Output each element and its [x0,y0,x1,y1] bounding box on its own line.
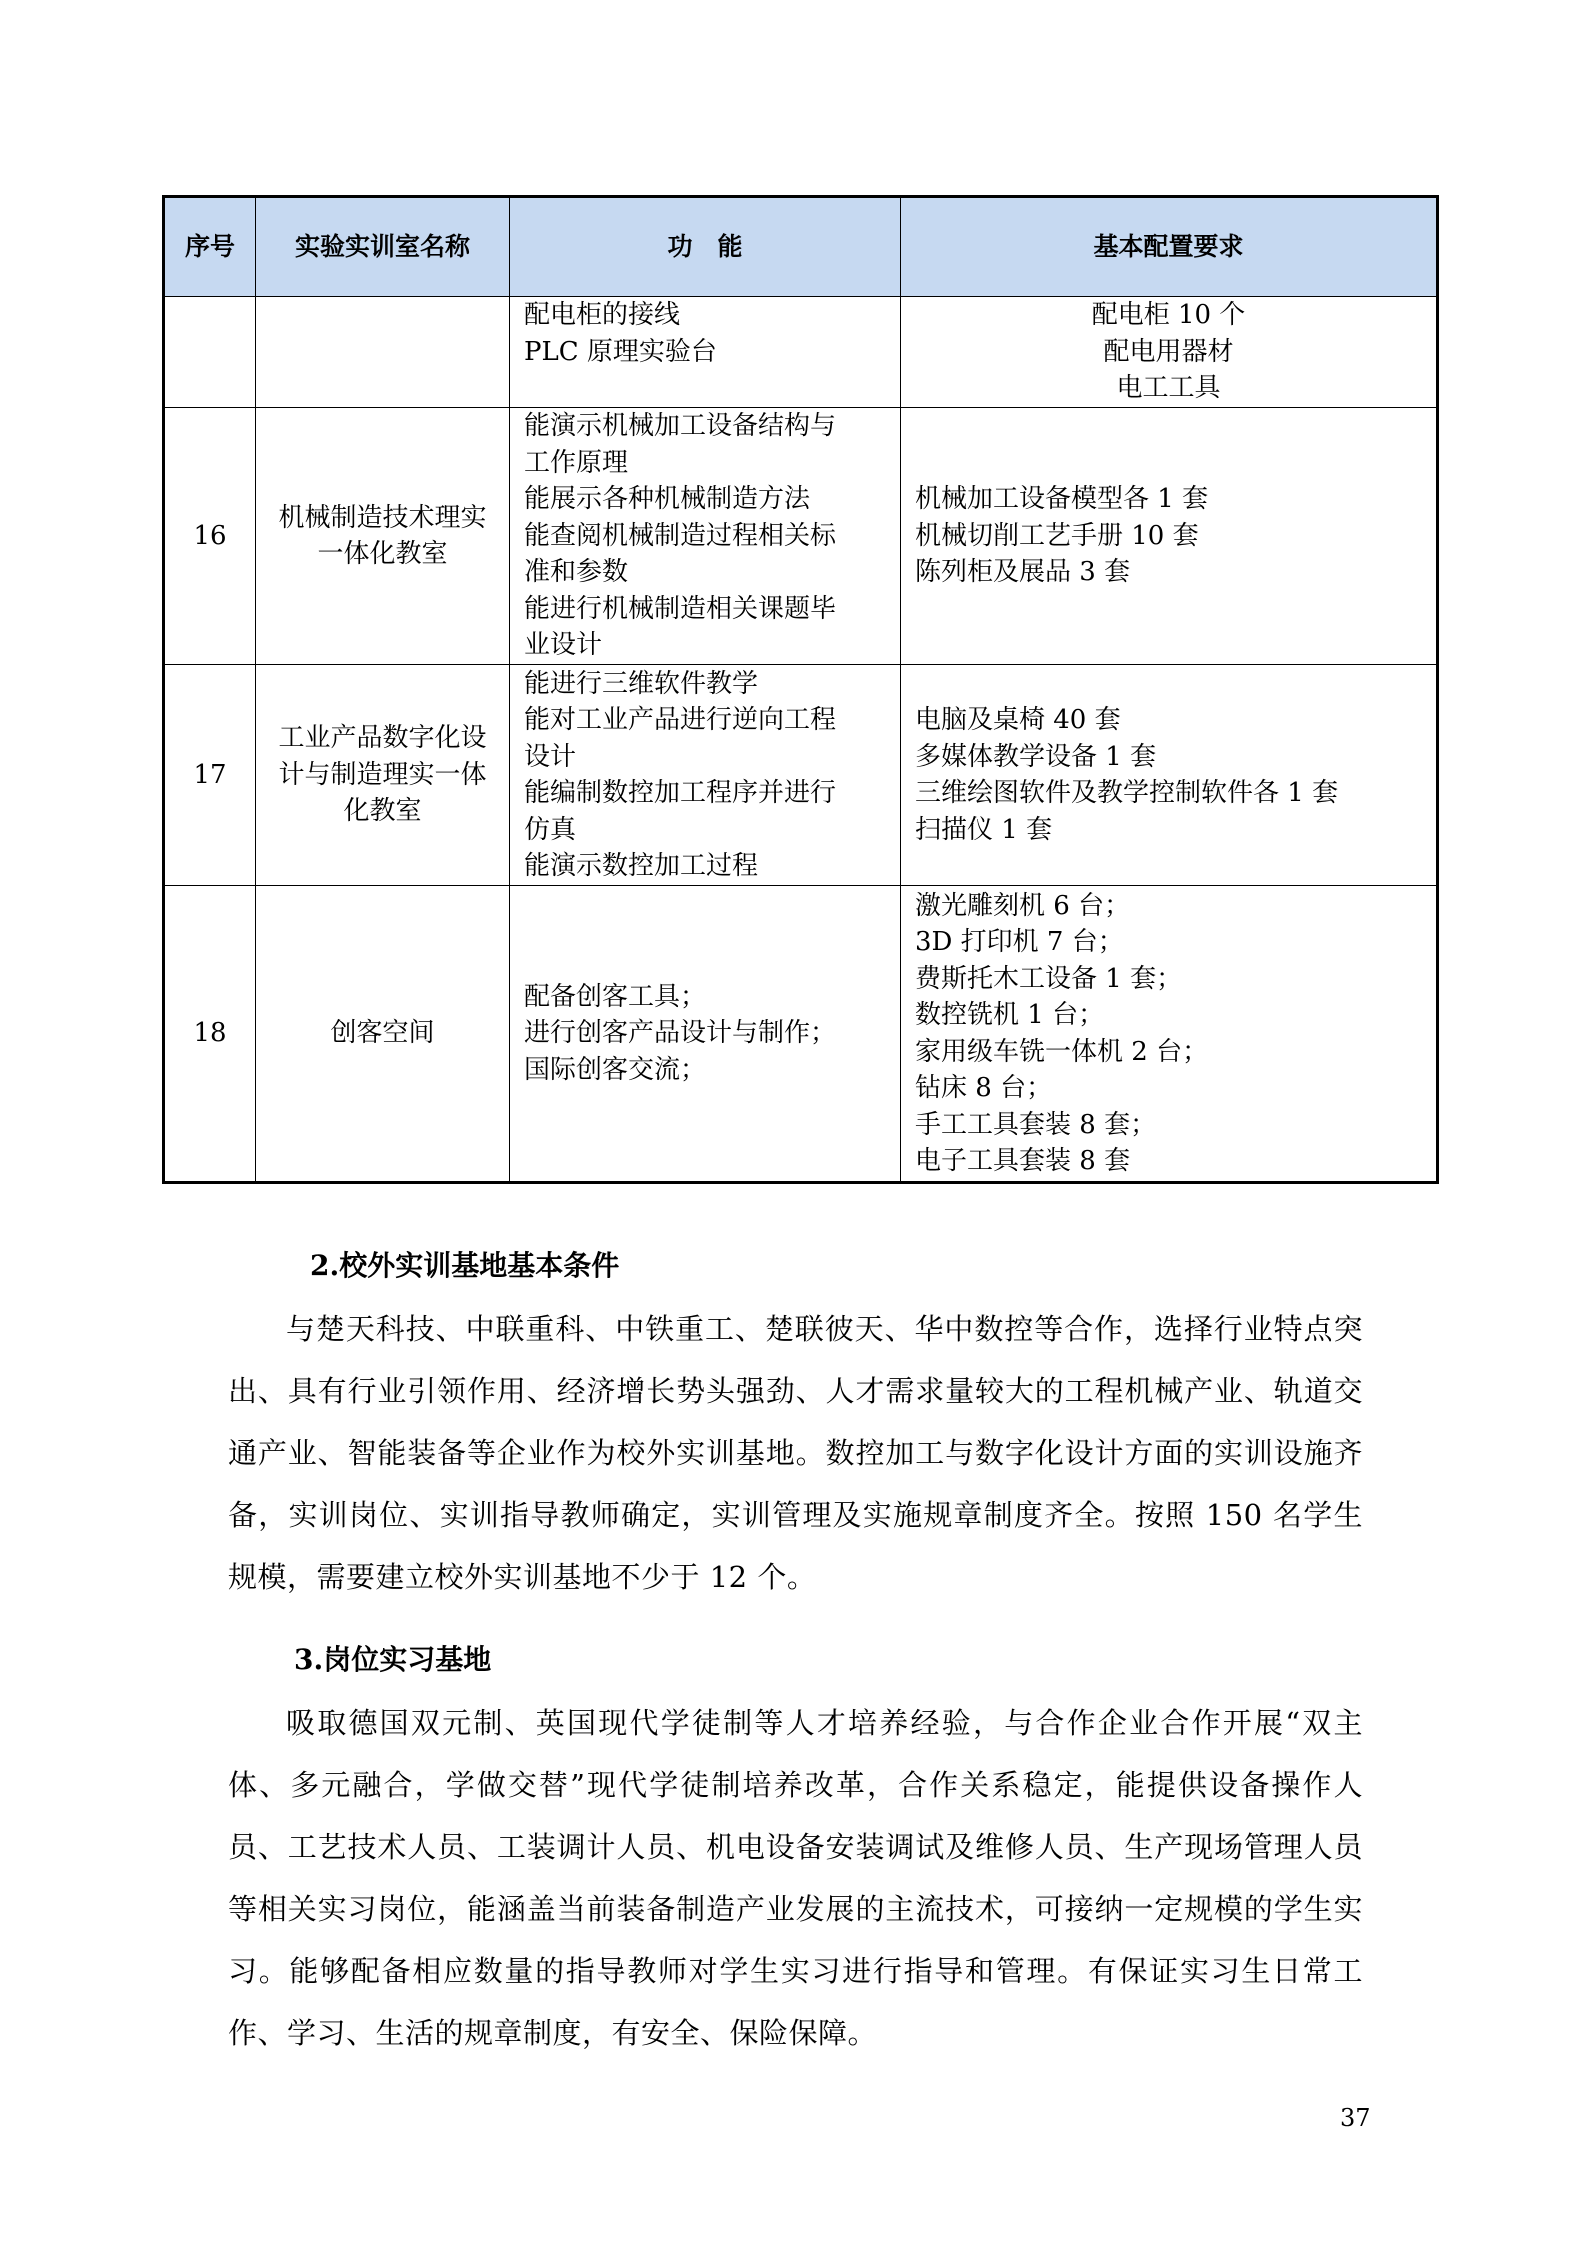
config-line: 机械切削工艺手册 10 套 [915,520,1199,551]
function-line: 国际创客交流； [524,1054,707,1085]
section-heading-internship-base: 3.岗位实习基地 [294,1643,492,1676]
lab-config-table [162,195,1439,1184]
name-line: 工业产品数字化设 [278,723,487,754]
table-row [164,665,1438,886]
name-line: 计与制造理实一体 [278,759,487,790]
function-line: 配备创客工具； [524,981,707,1012]
config-line: 三维绘图软件及教学控制软件各 1 套 [915,778,1339,808]
config-line: 费斯托木工设备 1 套； [915,963,1183,994]
function-line: 准和参数 [524,557,629,588]
cell-no [164,297,256,408]
config-line: 多媒体教学设备 1 套 [915,741,1157,772]
name-line: 创客空间 [330,1018,435,1049]
function-line: 工作原理 [524,447,629,478]
table-row [164,886,1438,1183]
cell-config [901,297,1438,408]
cell-lab-name [256,665,510,886]
cell-functions [510,886,901,1183]
function-line: 能进行三维软件教学 [524,668,759,699]
function-line: 能演示机械加工设备结构与 [524,411,837,442]
cell-functions [510,297,901,408]
config-line: 手工工具套装 8 套； [915,1109,1157,1140]
header-function: 功 能 [510,197,901,297]
equipment-table-wrapper [162,195,1436,1184]
config-line: 电子工具套装 8 套 [915,1146,1131,1176]
section-heading-offsite-training: 2.校外实训基地基本条件 [310,1249,620,1282]
function-line: 能进行机械制造相关课题毕 [524,593,837,624]
cell-config [901,408,1438,665]
config-line: 家用级车铣一体机 2 台； [915,1036,1209,1067]
cell-functions [510,665,901,886]
paragraph-offsite-training: 与楚天科技、中联重科、中铁重工、楚联彼天、华中数控等合作，选择行业特点突出、具有行业引领作用、经济增长势头强劲、人才需求量较大的工程机械产业、轨道交通产业、智能装备等企业作为校外实训基地。数控加工与数字化设计方面的实训设施齐备，实训岗位、实训指导教师确定，实训管理及实施规章制度齐全。按照 150 名学生规模，需要建立校外实训基地不少于 12 个。 [228,1312,1363,1594]
table-header-row [164,197,1438,297]
function-line: 能演示数控加工过程 [524,851,759,881]
cell-lab-name [256,297,510,408]
header-config: 基本配置要求 [901,197,1438,297]
config-line: 机械加工设备模型各 1 套 [915,484,1209,515]
function-line: 设计 [524,741,577,772]
config-line: 配电用器材 [1103,336,1234,367]
cell-lab-name [256,886,510,1183]
config-line: 数控铣机 1 台； [915,1000,1105,1030]
cell-lab-name [256,408,510,665]
header-no: 序号 [164,197,256,297]
cell-no: 16 [164,408,256,665]
function-line: PLC 原理实验台 [524,336,717,367]
function-line: 配电柜的接线 [524,300,681,330]
config-line: 配电柜 10 个 [1091,300,1246,330]
table-row [164,297,1438,408]
cell-no: 17 [164,665,256,886]
cell-functions [510,408,901,665]
function-line: 进行创客产品设计与制作； [524,1018,837,1049]
function-line: 仿真 [524,814,577,845]
name-line: 机械制造技术理实 [278,502,487,533]
config-line: 3D 打印机 7 台； [915,927,1124,957]
name-line: 一体化教室 [317,539,448,569]
function-line: 业设计 [524,630,603,661]
config-line: 电工工具 [1116,373,1221,403]
name-line: 化教室 [343,796,422,827]
cell-config [901,886,1438,1183]
config-line: 电脑及桌椅 40 套 [915,705,1121,735]
cell-config [901,665,1438,886]
cell-no: 18 [164,886,256,1183]
page-number: 37 [1340,2104,1371,2132]
config-line: 钻床 8 台； [915,1073,1053,1103]
function-line: 能展示各种机械制造方法 [524,484,811,515]
function-line: 能编制数控加工程序并进行 [524,778,837,808]
function-line: 能查阅机械制造过程相关标 [524,520,837,551]
function-line: 能对工业产品进行逆向工程 [524,705,837,735]
header-lab-name: 实验实训室名称 [256,197,510,297]
config-line: 陈列柜及展品 3 套 [915,557,1131,588]
paragraph-internship-base: 吸取德国双元制、英国现代学徒制等人才培养经验，与合作企业合作开展“双主体、多元融合，学做交替”现代学徒制培养改革，合作关系稳定，能提供设备操作人员、工艺技术人员、工装调计人员、机电设备安装调试及维修人员、生产现场管理人员等相关实习岗位，能涵盖当前装备制造产业发展的主流技术，可接纳一定规模的学生实习。能够配备相应数量的指导教师对学生实习进行指导和管理。有保证实习生日常工作、学习、生活的规章制度，有安全、保险保障。 [228,1706,1363,2050]
table-row [164,408,1438,665]
config-line: 激光雕刻机 6 台； [915,890,1131,921]
config-line: 扫描仪 1 套 [915,814,1053,845]
